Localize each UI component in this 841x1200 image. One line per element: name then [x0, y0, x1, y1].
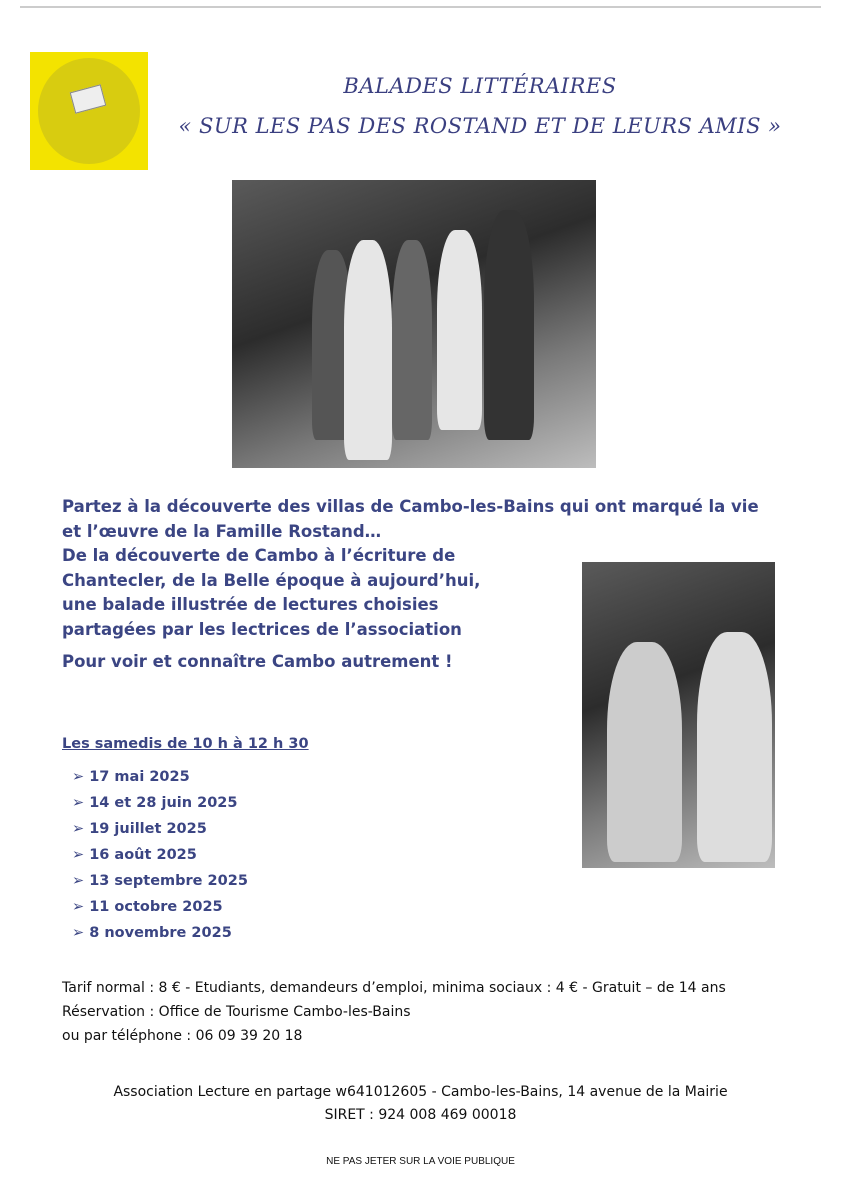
title-line-1: BALADES LITTÉRAIRES — [343, 74, 617, 98]
title-line-2: « SUR LES PAS DES ROSTAND ET DE LEURS AMIS » — [178, 114, 782, 138]
intro-line: partagées par les lectrices de l’association — [62, 619, 462, 639]
date-item: ➢ 14 et 28 juin 2025 — [72, 790, 248, 816]
top-border — [20, 6, 821, 8]
tagline: Pour voir et connaître Cambo autrement ! — [62, 652, 453, 671]
intro-line: et l’œuvre de la Famille Rostand… — [62, 521, 382, 541]
intro-line: Partez à la découverte des villas de Cambo-les-Bains qui ont marqué la vie — [62, 497, 759, 516]
intro-line: Chantecler, de la Belle époque à aujourd’hui, — [62, 570, 481, 590]
date-item: ➢ 8 novembre 2025 — [72, 920, 248, 946]
tarif-text: Tarif normal : 8 € - Etudiants, demandeurs d’emploi, minima sociaux : 4 € - Gratuit – de 14 ans — [62, 980, 726, 996]
date-item: ➢ 17 mai 2025 — [72, 764, 248, 790]
historic-group-photo — [232, 180, 596, 468]
practical-info — [62, 976, 726, 1048]
phone-text: ou par téléphone : 06 09 39 20 18 — [62, 1028, 303, 1044]
intro-line: une balade illustrée de lectures choisies — [62, 595, 439, 614]
reservation-text: Réservation : Office de Tourisme Cambo-les-Bains — [62, 1004, 411, 1020]
dates-list — [72, 764, 248, 946]
schedule-heading: Les samedis de 10 h à 12 h 30 — [62, 736, 309, 752]
date-item: ➢ 11 octobre 2025 — [72, 894, 248, 920]
disposal-notice: NE PAS JETER SUR LA VOIE PUBLIQUE — [326, 1156, 515, 1167]
lecture-en-partage-logo — [30, 52, 148, 170]
logo-circle — [38, 58, 140, 164]
association-address: Association Lecture en partage w641012605 - Cambo-les-Bains, 14 avenue de la Mairie — [113, 1084, 728, 1100]
date-item: ➢ 16 août 2025 — [72, 842, 248, 868]
siret: SIRET : 924 008 469 00018 — [324, 1107, 517, 1123]
date-item: ➢ 19 juillet 2025 — [72, 816, 248, 842]
date-item: ➢ 13 septembre 2025 — [72, 868, 248, 894]
intro-text — [62, 495, 759, 675]
intro-line: De la découverte de Cambo à l’écriture de — [62, 546, 456, 565]
